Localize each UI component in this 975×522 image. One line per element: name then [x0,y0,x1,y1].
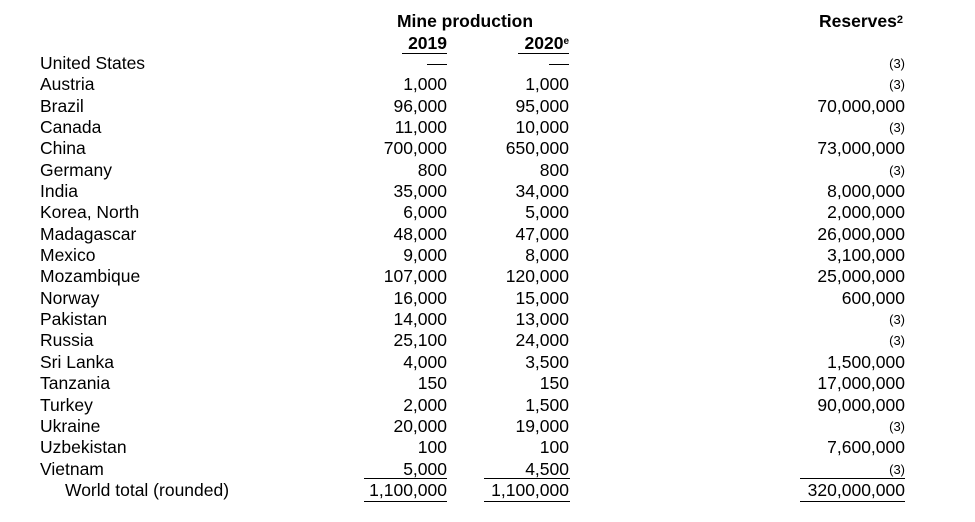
reserves-cell: 8,000,000 [827,181,905,202]
reserves-cell: (3) [889,120,905,136]
country-name: Mozambique [40,266,141,287]
table-row [0,373,975,394]
total-2019-cell: 1,100,000 [369,479,447,500]
table-row [0,330,975,351]
table-row [0,53,975,74]
production-2020-cell: 95,000 [515,95,569,116]
reserves-cell: 3,100,000 [827,245,905,266]
table-row [0,288,975,309]
reserves-cell: (3) [889,77,905,93]
table-row [0,395,975,416]
table-row [0,266,975,287]
reserves-cell: (3) [889,418,905,434]
table-row [0,352,975,373]
country-name: Korea, North [40,202,140,223]
production-2020-cell: 100 [539,437,569,458]
production-2020-cell: 5,000 [525,202,569,223]
reserves-cell: 70,000,000 [817,95,905,116]
country-name: Uzbekistan [40,437,127,458]
production-2019-cell: 20,000 [393,415,447,436]
production-2020-cell [549,53,569,74]
table-row [0,202,975,223]
production-2019-cell: 1,000 [403,74,447,95]
none-dash [549,64,569,65]
reserves-cell: 73,000,000 [817,138,905,159]
production-2019-cell: 35,000 [393,181,447,202]
table-row [0,309,975,330]
country-name: Brazil [40,95,84,116]
production-2019-cell: 11,000 [394,117,447,138]
table-row [0,459,975,480]
production-2019-cell: 14,000 [393,309,447,330]
reserves-footnote-marker: 2 [896,14,903,26]
reserves-header [819,11,903,31]
reserves-cell: 90,000,000 [817,394,905,415]
country-name: Ukraine [40,415,101,436]
reserves-cell: (3) [889,333,905,349]
total-rule [364,478,447,479]
production-2020-cell: 650,000 [505,138,569,159]
production-2020-cell: 1,500 [525,394,569,415]
production-2020-cell: 800 [539,159,569,180]
country-name: Germany [40,159,112,180]
country-name: Mexico [40,245,96,266]
table-row [0,74,975,95]
country-name: Norway [40,287,100,308]
production-table [0,53,975,501]
reserves-cell: (3) [889,312,905,328]
production-2019-cell: 16,000 [393,287,447,308]
country-name: India [40,181,78,202]
production-2019-cell: 5,000 [403,458,447,479]
production-2019-cell: 100 [417,437,447,458]
table-row [0,160,975,181]
total-underline [484,501,570,502]
production-2019-cell: 9,000 [403,245,447,266]
total-rule [800,478,905,479]
year-2020-header [518,33,569,54]
world-total-label: World total (rounded) [65,479,230,500]
production-2020-cell: 4,500 [525,458,569,479]
country-name: Austria [40,74,95,95]
production-2020-cell: 150 [539,373,569,394]
reserves-cell: 26,000,000 [817,223,905,244]
reserves-cell: 25,000,000 [817,266,905,287]
table-row [0,138,975,159]
country-name: United States [40,53,146,73]
production-2020-cell: 3,500 [525,351,569,372]
production-2019-cell: 25,100 [393,330,447,351]
country-name: Pakistan [40,309,108,330]
production-2019-cell: 150 [417,373,447,394]
production-2019-cell [427,53,447,74]
country-name: China [40,138,86,159]
reserves-cell: 7,600,000 [827,437,905,458]
production-2019-cell: 700,000 [383,138,447,159]
country-name: Tanzania [40,373,111,394]
table-row [0,224,975,245]
production-2020-cell: 15,000 [515,287,569,308]
table-row [0,245,975,266]
production-2019-cell: 48,000 [393,223,447,244]
production-2020-cell: 47,000 [515,223,569,244]
year-2019-header: 2019 [402,33,447,54]
reserves-cell: 17,000,000 [817,373,905,394]
mine-production-header: Mine production [396,11,534,31]
world-total-row [0,480,975,501]
production-2019-cell: 107,000 [383,266,447,287]
production-2019-cell: 800 [417,159,447,180]
total-underline [364,501,447,502]
none-dash [427,64,447,65]
country-name: Vietnam [40,458,104,479]
year-2020-label: 2020 [524,33,564,53]
production-2020-cell: 8,000 [525,245,569,266]
production-2020-cell: 19,000 [515,415,569,436]
table-row [0,416,975,437]
production-2020-cell: 34,000 [515,181,569,202]
country-name: Russia [40,330,94,351]
reserves-cell: 1,500,000 [827,351,905,372]
table-row [0,117,975,138]
total-reserves-cell: 320,000,000 [807,479,905,500]
total-2020-cell: 1,100,000 [491,479,569,500]
total-rule [484,478,570,479]
production-2019-cell: 96,000 [393,95,447,116]
production-2020-cell: 10,000 [515,117,569,138]
table-row [0,181,975,202]
production-2020-cell: 24,000 [515,330,569,351]
production-2019-cell: 6,000 [403,202,447,223]
production-2020-cell: 13,000 [515,309,569,330]
estimate-marker: e [563,36,569,47]
total-underline [800,501,905,502]
reserves-cell: (3) [889,162,905,178]
reserves-header-label: Reserves [819,11,897,31]
table-row [0,96,975,117]
country-name: Madagascar [40,223,137,244]
reserves-cell: 2,000,000 [827,202,905,223]
country-name: Canada [40,117,102,138]
country-name: Sri Lanka [40,351,114,372]
table-row [0,437,975,458]
production-2019-cell: 2,000 [403,394,447,415]
production-2019-cell: 4,000 [403,351,447,372]
production-2020-cell: 1,000 [525,74,569,95]
reserves-cell: 600,000 [841,287,905,308]
reserves-cell: (3) [889,461,905,477]
reserves-cell: (3) [889,56,905,71]
production-2020-cell: 120,000 [505,266,569,287]
country-name: Turkey [40,394,93,415]
